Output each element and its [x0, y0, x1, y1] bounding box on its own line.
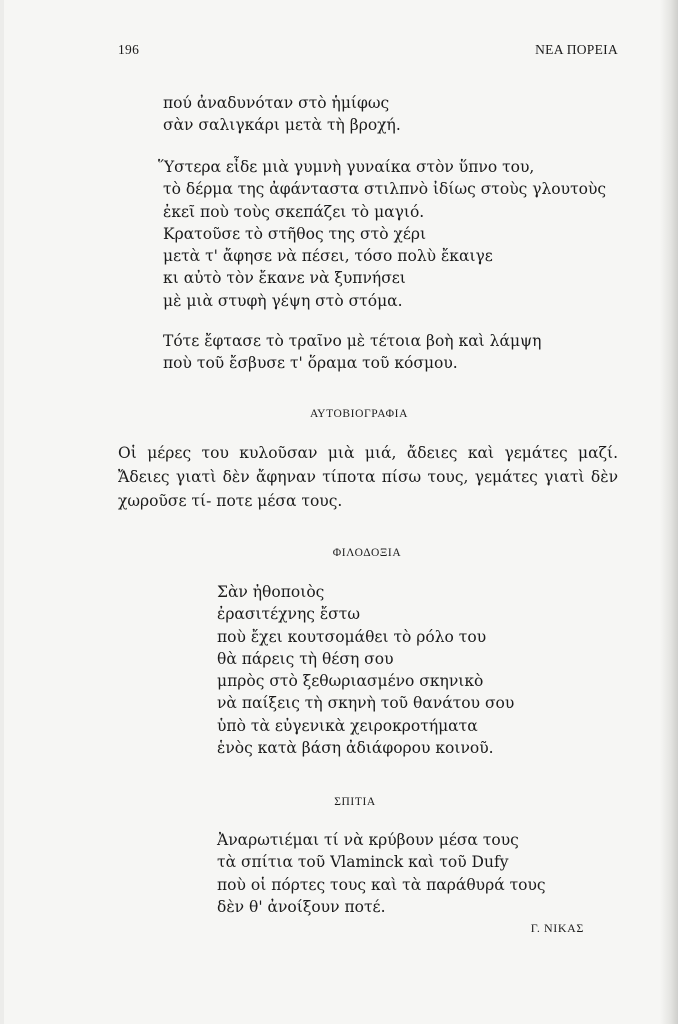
poem-line: ἐκεῖ ποὺ τοὺς σκεπάζει τὸ μαγιό.	[163, 202, 425, 221]
poem-line: τὰ σπίτια τοῦ Vlaminck καὶ τοῦ Dufy	[217, 853, 509, 872]
poem-line: τὸ δέρμα της ἀφάνταστα στιλπνὸ ἰδίως στοὺς γλουτοὺς	[163, 180, 607, 199]
author-signature: Γ. ΝΙΚΑΣ	[530, 921, 584, 935]
page-left-edge	[0, 0, 4, 1024]
poem-line: ἑνὸς κατὰ βάση ἀδιάφορου κοινοῦ.	[217, 739, 494, 758]
poem-stanza-2	[158, 156, 606, 312]
poem-line: κι αὐτὸ τὸν ἔκανε νὰ ξυπνήσει	[163, 269, 406, 288]
poem-line: δὲν θ' ἀνοίξουν ποτέ.	[217, 897, 386, 916]
poem-line: Κρατοῦσε τὸ στῆθος της στὸ χέρι	[163, 224, 427, 243]
poem-line: μπρὸς στὸ ξεθωριασμένο σκηνικὸ	[217, 672, 484, 691]
philodoxia-poem	[217, 581, 514, 759]
poem-stanza-1	[163, 92, 401, 137]
page-right-edge-shadow	[660, 0, 678, 1024]
page-number: 196	[118, 42, 140, 57]
section-title-spitia: ΣΠΙΤΙΑ	[334, 796, 376, 808]
poem-line: ποὺ οἱ πόρτες τους καὶ τὰ παράθυρά τους	[217, 875, 546, 894]
poem-stanza-3	[163, 330, 541, 375]
poem-line: μετὰ τ' ἄφησε νὰ πέσει, τόσο πολὺ ἔκαιγε	[163, 247, 493, 266]
poem-line: Τότε ἔφτασε τὸ τραῖνο μὲ τέτοια βοὴ καὶ λάμψη	[163, 332, 542, 350]
running-header	[118, 42, 618, 58]
poem-line: Ἀναρωτιέμαι τί νὰ κρύβουν μέσα τους	[217, 831, 519, 849]
poem-line: πού ἀναδυνόταν στὸ ἡμίφως	[163, 94, 390, 112]
spitia-poem	[217, 829, 546, 918]
poem-line: ποὺ τοῦ ἔσβυσε τ' ὅραμα τοῦ κόσμου.	[163, 354, 458, 373]
poem-line: μὲ μιὰ στυφὴ γέψη στὸ στόμα.	[163, 291, 403, 310]
journal-title: ΝΕΑ ΠΟΡΕΙΑ	[535, 42, 618, 57]
section-title-philodoxia: ΦΙΛΟΔΟΞΙΑ	[332, 547, 402, 559]
poem-line: Ὕστερα εἶδε μιὰ γυμνὴ γυναίκα στὸν ὕπνο του,	[158, 158, 535, 176]
poem-line: ἐρασιτέχνης ἔστω	[217, 605, 360, 624]
poem-line: ὑπὸ τὰ εὐγενικὰ χειροκροτήματα	[217, 716, 478, 735]
poem-line: ποὺ ἔχει κουτσομάθει τὸ ρόλο του	[217, 627, 487, 646]
section-title-autobiography: ΑΥΤΟΒΙΟΓΡΑΦΙΑ	[310, 408, 408, 420]
poem-line: Σὰν ἠθοποιὸς	[217, 583, 325, 601]
poem-line: σὰν σαλιγκάρι μετὰ τὴ βροχή.	[163, 116, 401, 135]
poem-line: νὰ παίξεις τὴ σκηνὴ τοῦ θανάτου σου	[217, 694, 515, 713]
autobiography-paragraph: Οἱ μέρες του κυλοῦσαν μιὰ μιά, ἄδειες καὶ γεμάτες μαζί. Ἄδειες γιατὶ δὲν ἄφηναν τίποτα πίσω τους, γεμάτες γιατὶ δὲν χωροῦσε τί- ποτε μέσα τους.	[118, 444, 618, 510]
poem-line: θὰ πάρεις τὴ θέση σου	[217, 649, 394, 668]
